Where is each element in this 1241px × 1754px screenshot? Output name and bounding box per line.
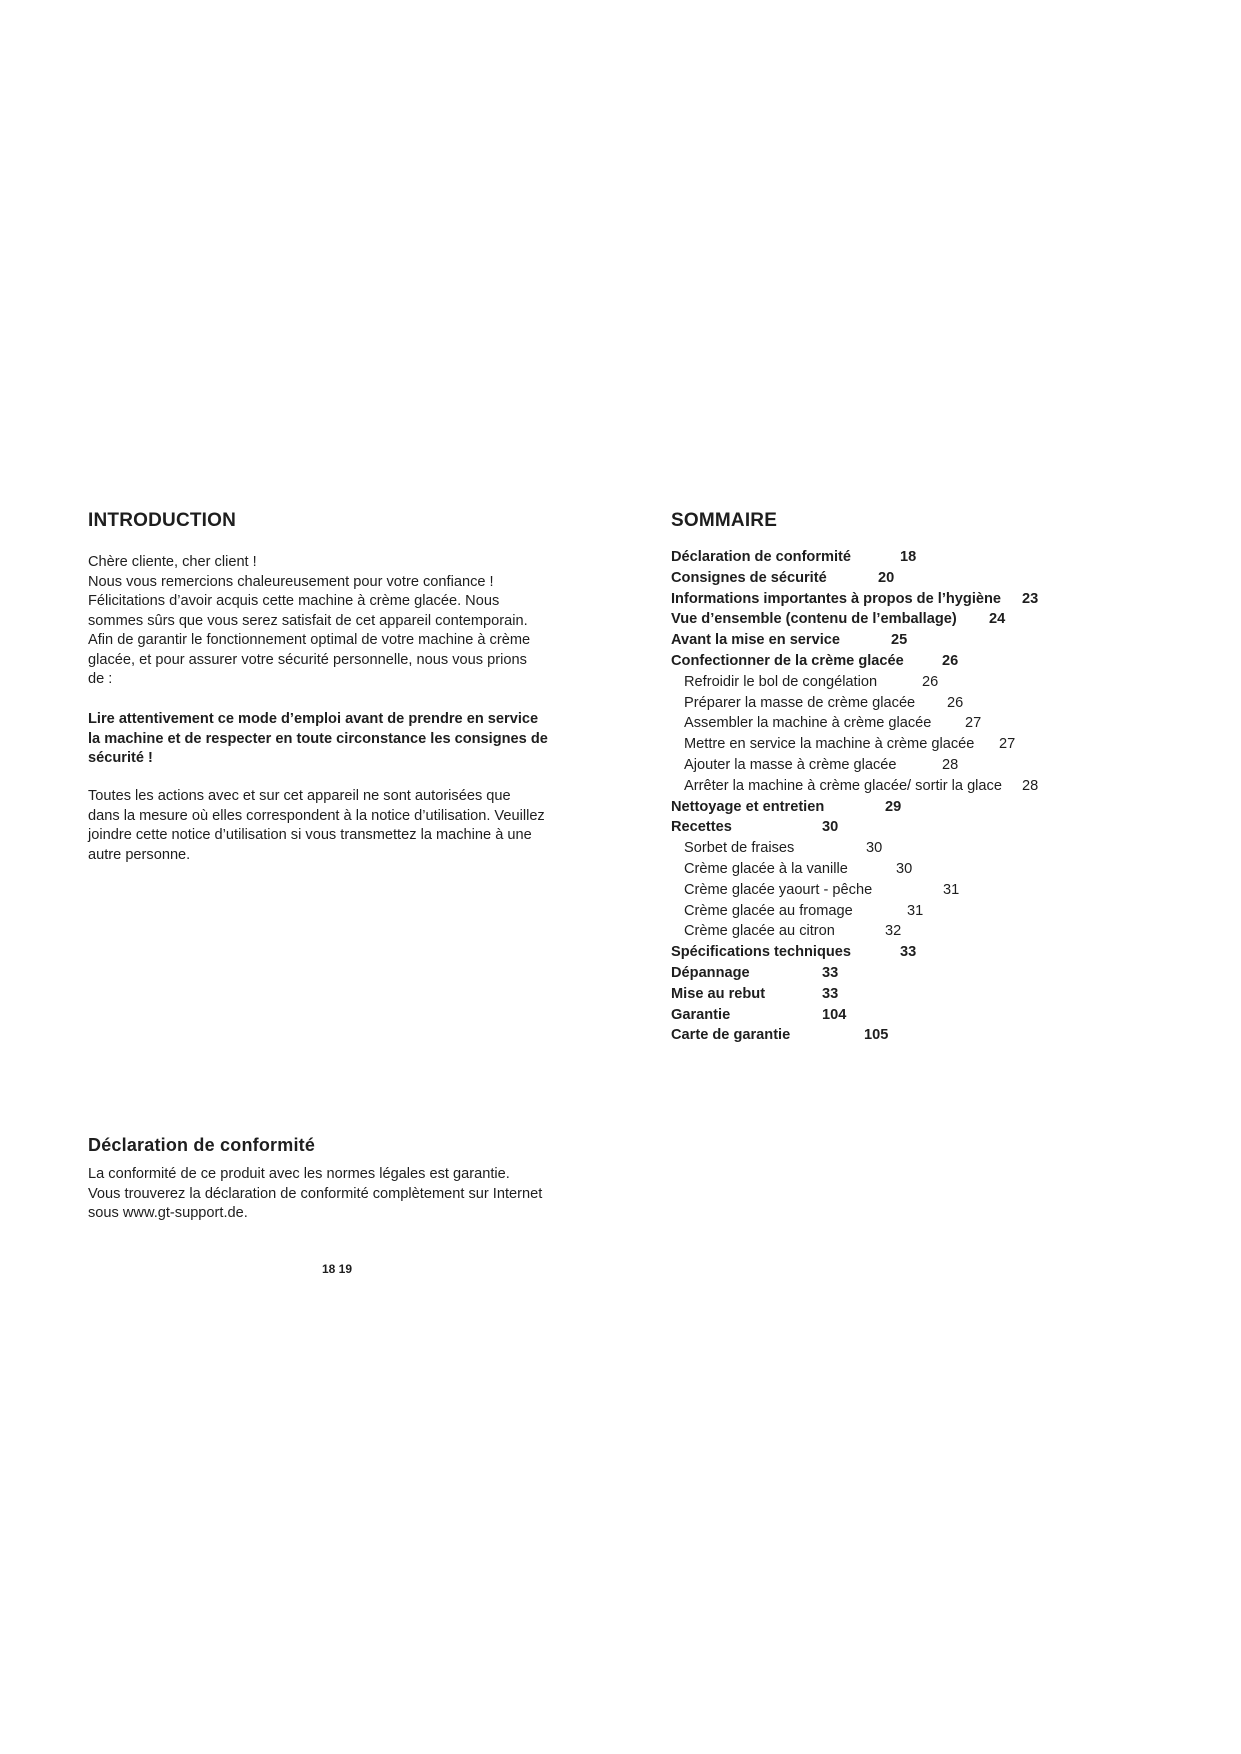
toc-entry-label: Ajouter la masse à crème glacée	[684, 756, 897, 773]
declaration-paragraph: La conformité de ce produit avec les normes légales est garantie. Vous trouverez la déclaration de conformité complètement sur Internet sous www.gt-support.de.	[88, 1166, 543, 1221]
toc-entry	[671, 963, 1151, 984]
toc-entry-label: Mettre en service la machine à crème glacée	[684, 736, 975, 753]
toc-subentry	[671, 859, 1151, 880]
toc-subentry	[671, 880, 1151, 901]
toc-entry-label: Préparer la masse de crème glacée	[684, 694, 916, 711]
toc-entry-label: Assembler la machine à crème glacée	[684, 715, 932, 732]
toc-entry-page-number: 33	[822, 985, 839, 1002]
toc-entry-page-number: 105	[864, 1027, 889, 1044]
toc-entry-page-number: 30	[866, 840, 883, 857]
toc-entry-label: Crème glacée au fromage	[684, 902, 853, 919]
toc-entry-label: Déclaration de conformité	[671, 549, 852, 565]
toc-entry-label: Avant la mise en service	[671, 632, 841, 649]
toc-entry-page-number: 28	[942, 756, 959, 773]
toc-entry-label: Crème glacée au citron	[684, 923, 835, 940]
toc-subentry	[671, 921, 1151, 942]
toc-entry-page-number: 31	[907, 902, 924, 919]
toc-subentry	[671, 776, 1151, 797]
toc-entry-page-number: 27	[965, 715, 982, 732]
toc-entry	[671, 568, 1151, 589]
toc-entry	[671, 984, 1151, 1005]
toc-entry-label: Vue d’ensemble (contenu de l’emballage)	[671, 611, 957, 628]
toc-entry	[671, 942, 1151, 963]
toc-subentry	[671, 672, 1151, 693]
declaration-heading: Déclaration de conformité	[88, 1135, 316, 1155]
introduction-heading: INTRODUCTION	[88, 510, 237, 531]
toc-subentry	[671, 713, 1151, 734]
toc-entry-page-number: 25	[891, 632, 908, 649]
toc-entry	[671, 651, 1151, 672]
toc-entry	[671, 1005, 1151, 1026]
toc-subentry	[671, 755, 1151, 776]
toc-entry-page-number: 24	[989, 611, 1006, 628]
toc-entry-page-number: 26	[947, 694, 964, 711]
introduction-usage-note: Toutes les actions avec et sur cet appareil ne sont autorisées que dans la mesure où elles correspondent à la notice d’utilisation. Veuillez joindre cette notice d’utilisation si vous transmettez la machine à une autre personne.	[88, 788, 545, 863]
toc-subentry	[671, 693, 1151, 714]
toc-entry-page-number: 33	[900, 944, 917, 961]
toc-entry-label: Nettoyage et entretien	[671, 798, 825, 815]
introduction-paragraph: Chère cliente, cher client ! Nous vous remercions chaleureusement pour votre confiance ! Félicitations d’avoir acquis cette machine à crème glacée. Nous sommes sûrs que vous serez satisfait de cet appareil contemporain. Afin de garantir le fonctionnement optimal de votre machine à crème glacée, et pour assurer votre sécurité personnelle, nous vous prions de :	[88, 554, 531, 687]
toc-subentry	[671, 901, 1151, 922]
toc-entry-page-number: 29	[885, 798, 902, 815]
toc-entry-page-number: 32	[885, 923, 902, 940]
toc-entry	[671, 547, 1151, 568]
toc-entry-page-number: 26	[922, 673, 939, 690]
toc-entry-page-number: 18	[900, 549, 917, 565]
toc-entry-page-number: 104	[822, 1006, 847, 1023]
table-of-contents	[671, 547, 1151, 1046]
toc-entry-page-number: 26	[942, 652, 959, 669]
toc-entry-label: Sorbet de fraises	[684, 840, 795, 857]
toc-entry-label: Mise au rebut	[671, 985, 766, 1002]
toc-heading: SOMMAIRE	[671, 510, 778, 531]
toc-entry-label: Crème glacée à la vanille	[684, 860, 848, 877]
toc-entry-page-number: 27	[999, 736, 1016, 753]
page-number: 18 19	[322, 1262, 353, 1276]
toc-entry-label: Arrêter la machine à crème glacée/ sortir la glace	[684, 777, 1002, 794]
toc-entry-label: Dépannage	[671, 964, 750, 981]
toc-entry-page-number: 23	[1022, 590, 1039, 607]
toc-entry	[671, 630, 1151, 651]
toc-entry-label: Confectionner de la crème glacée	[671, 652, 904, 669]
toc-entry-page-number: 28	[1022, 777, 1039, 794]
toc-entry-label: Recettes	[671, 819, 732, 836]
toc-entry-label: Garantie	[671, 1006, 731, 1023]
toc-entry-label: Crème glacée yaourt - pêche	[684, 881, 873, 898]
toc-entry-label: Informations importantes à propos de l’hygiène	[671, 590, 1002, 607]
toc-entry	[671, 609, 1151, 630]
toc-entry-page-number: 31	[943, 881, 960, 898]
toc-entry-label: Refroidir le bol de congélation	[684, 673, 878, 690]
toc-entry-label: Carte de garantie	[671, 1027, 791, 1044]
toc-entry-page-number: 30	[896, 860, 913, 877]
toc-entry	[671, 589, 1151, 610]
toc-entry	[671, 1025, 1151, 1046]
toc-entry-label: Spécifications techniques	[671, 944, 852, 961]
toc-entry-page-number: 33	[822, 964, 839, 981]
toc-entry	[671, 817, 1151, 838]
toc-entry	[671, 797, 1151, 818]
toc-subentry	[671, 734, 1151, 755]
toc-entry-label: Consignes de sécurité	[671, 569, 827, 586]
toc-entry-page-number: 30	[822, 819, 839, 836]
toc-subentry	[671, 838, 1151, 859]
introduction-warning: Lire attentivement ce mode d’emploi avant de prendre en service la machine et de respecter en toute circonstance les consignes de sécurité !	[88, 711, 548, 766]
toc-entry-page-number: 20	[878, 569, 895, 586]
